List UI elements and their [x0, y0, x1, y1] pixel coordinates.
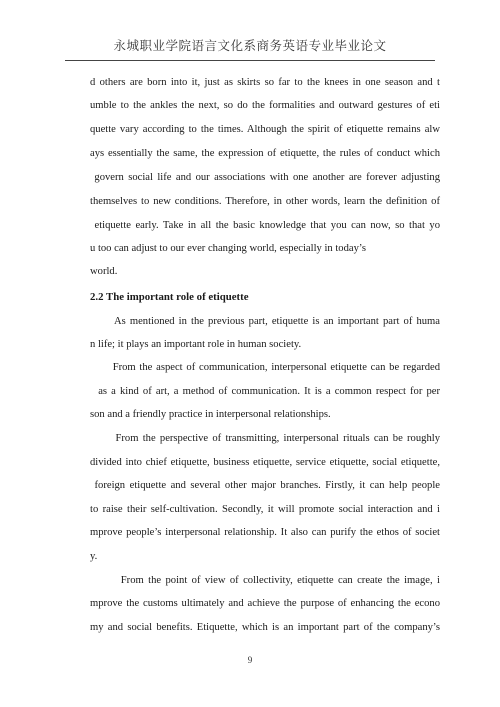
- body-line: world.: [90, 266, 118, 277]
- body-line: u too can adjust to our ever changing world, especially in today’s: [90, 243, 366, 254]
- page-header: 永城职业学院语言文化系商务英语专业毕业论文: [113, 39, 387, 53]
- body-line: From the perspective of transmitting, interpersonal rituals can be roughly: [90, 433, 440, 444]
- body-line: umble to the ankles the next, so do the formalities and outward gestures of eti: [90, 100, 440, 111]
- body-line: From the aspect of communication, interpersonal etiquette can be regarded: [90, 362, 440, 373]
- section-heading: 2.2 The important role of etiquette: [90, 291, 249, 303]
- body-line: themselves to new conditions. Therefore, in other words, learn the definition of: [90, 196, 440, 207]
- body-line: n life; it plays an important role in human society.: [90, 339, 302, 350]
- body-line: as a kind of art, a method of communication. It is a common respect for per: [90, 386, 440, 397]
- body-line: foreign etiquette and several other major branches. Firstly, it can help people: [90, 480, 440, 491]
- body-line: to raise their self-cultivation. Secondly, it will promote social interaction and i: [90, 504, 440, 515]
- body-line: d others are born into it, just as skirts so far to the knees in one season and t: [90, 77, 440, 88]
- body-line: y.: [90, 551, 98, 562]
- body-line: govern social life and our associations with one another are forever adjusting: [90, 172, 440, 183]
- page-number: 9: [247, 655, 253, 665]
- body-line: my and social benefits. Etiquette, which is an important part of the company’s: [90, 622, 440, 633]
- body-line: son and a friendly practice in interpersonal relationships.: [90, 409, 331, 420]
- body-line: quette vary according to the times. Although the spirit of etiquette remains alw: [90, 124, 440, 135]
- body-line: As mentioned in the previous part, etiquette is an important part of huma: [90, 316, 440, 327]
- body-line: mprove the customs ultimately and achieve the purpose of enhancing the econo: [90, 598, 440, 609]
- body-line: ays essentially the same, the expression of etiquette, the rules of conduct which: [90, 148, 440, 159]
- body-line: divided into chief etiquette, business etiquette, service etiquette, social etiquette,: [90, 457, 440, 468]
- body-line: mprove people’s interpersonal relationship. It also can purify the ethos of societ: [90, 527, 440, 538]
- body-line: etiquette early. Take in all the basic knowledge that you can now, so that yo: [90, 220, 440, 231]
- body-line: From the point of view of collectivity, etiquette can create the image, i: [90, 575, 440, 586]
- header-rule: [65, 60, 435, 61]
